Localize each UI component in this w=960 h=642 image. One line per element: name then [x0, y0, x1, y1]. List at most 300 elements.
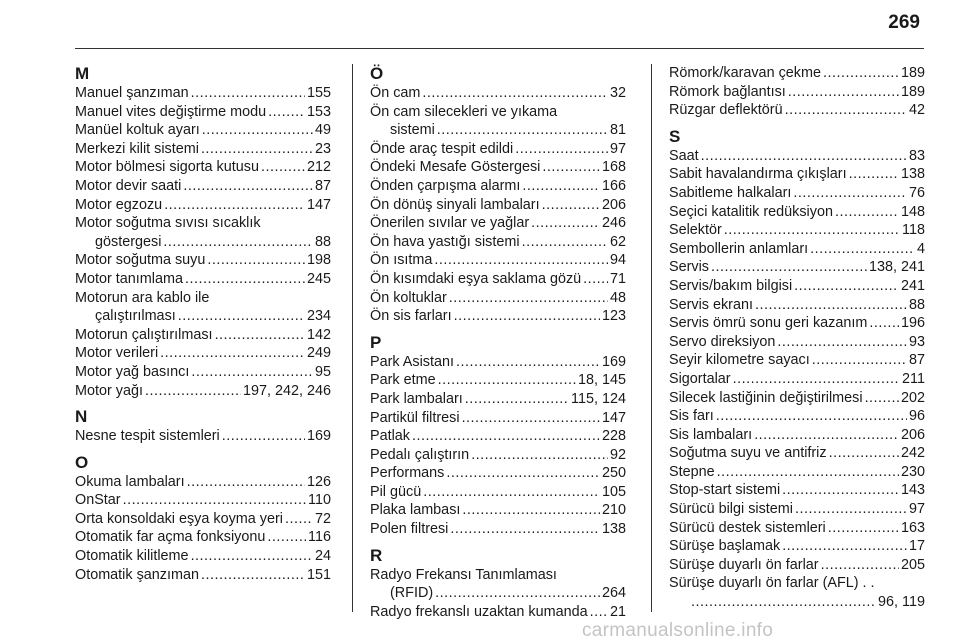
entry-page-ref: 95 [314, 363, 331, 380]
entry-line [370, 177, 626, 196]
index-entry [370, 307, 626, 326]
index-entry [669, 407, 925, 426]
leader-dots [542, 158, 600, 177]
entry-page-ref: 155 [306, 85, 331, 101]
entry-term: Pedalı çalıştırın [370, 446, 470, 463]
entry-page-ref: 4 [916, 240, 925, 257]
entry-line [669, 64, 925, 83]
entry-line [370, 520, 626, 539]
entry-page-ref: 48 [609, 289, 626, 306]
entry-line [75, 196, 331, 215]
entry-first-line: Motor soğutma sıvısı sıcaklık [75, 215, 261, 232]
entry-page-ref: 210 [601, 502, 626, 519]
entry-term: Motor soğutma suyu [75, 252, 206, 269]
index-entry [370, 270, 626, 289]
entry-line [669, 221, 925, 240]
entry-page-ref: 105 [601, 483, 626, 500]
column-divider [352, 64, 353, 612]
index-entry [370, 603, 626, 622]
entry-term: Stepne [669, 463, 715, 480]
entry-page-ref: 168 [601, 159, 626, 176]
entry-page-ref: 138 [900, 166, 925, 183]
entry-term: Stop-start sistemi [669, 482, 781, 499]
entry-term: Sürücü destek sistemleri [669, 519, 826, 536]
index-entry [669, 314, 925, 333]
entry-page-ref: 17 [908, 538, 925, 555]
index-entry [669, 83, 925, 102]
entry-page-ref: 151 [306, 566, 331, 583]
entry-term: Seçici katalitik redüksiyon [669, 203, 833, 220]
leader-dots [812, 351, 907, 370]
index-entry [75, 214, 331, 251]
entry-line [669, 83, 925, 102]
entry-line [669, 426, 925, 445]
index-entry [370, 140, 626, 159]
entry-page-ref: 71 [609, 270, 626, 287]
entry-line [669, 389, 925, 408]
index-entry [75, 344, 331, 363]
entry-page-ref: 212 [306, 159, 331, 176]
leader-dots [435, 584, 600, 603]
entry-term: Patlak [370, 428, 410, 445]
entry-line [669, 258, 925, 277]
index-entry [669, 147, 925, 166]
entry-term: Ön sis farları [370, 308, 452, 325]
leader-dots [268, 103, 305, 122]
leader-dots [777, 333, 907, 352]
entry-page-ref: 147 [306, 196, 331, 213]
entry-line [669, 444, 925, 463]
entry-page-ref: 76 [908, 184, 925, 201]
entry-page-ref: 250 [601, 465, 626, 482]
leader-dots [590, 603, 608, 622]
index-entry [370, 427, 626, 446]
entry-term: Nesne tespit sistemleri [75, 428, 220, 445]
entry-page-ref: 138 [601, 521, 626, 538]
leader-dots [446, 464, 600, 483]
entry-line [669, 314, 925, 333]
leader-dots [869, 314, 899, 333]
entry-term: Servo direksiyon [669, 333, 776, 350]
index-entry [370, 251, 626, 270]
index-entry [370, 196, 626, 215]
leader-dots [261, 158, 305, 177]
entry-term: Manuel vites değiştirme modu [75, 103, 267, 120]
entry-line [75, 382, 331, 401]
entry-page-ref: 138, 241 [868, 259, 925, 276]
entry-term: Selektör [669, 222, 722, 239]
entry-term: Park Asistanı [370, 353, 454, 370]
entry-page-ref: 97 [908, 501, 925, 518]
leader-dots [202, 121, 313, 140]
entry-page-ref: 197, 242, 246 [242, 382, 331, 399]
entry-page-ref: 241 [900, 277, 925, 294]
entry-term: Performans [370, 465, 445, 482]
index-entry [75, 177, 331, 196]
index-entry [75, 427, 331, 446]
entry-term: Okuma lambaları [75, 473, 185, 490]
entry-line [75, 326, 331, 345]
leader-dots [456, 353, 600, 372]
leader-dots [422, 84, 608, 103]
leader-dots [785, 101, 907, 120]
entry-page-ref: 93 [908, 333, 925, 350]
leader-dots [412, 427, 600, 446]
entry-term: Servis ömrü sonu geri kazanım [669, 315, 868, 332]
entry-term: Sürücü bilgi sistemi [669, 501, 793, 518]
index-entry [75, 140, 331, 159]
leader-dots [522, 233, 608, 252]
entry-line [75, 84, 331, 103]
entry-page-ref: 153 [306, 103, 331, 120]
entry-term: Motor tanımlama [75, 270, 183, 287]
index-entry [75, 251, 331, 270]
index-entry [669, 184, 925, 203]
index-entry [669, 519, 925, 538]
entry-page-ref: 202 [900, 389, 925, 406]
entry-line [669, 333, 925, 352]
entry-page-ref: 198 [306, 252, 331, 269]
entry-page-ref: 118 [902, 222, 925, 239]
index-entry [370, 409, 626, 428]
entry-line [370, 427, 626, 446]
entry-term: Otomatik kilitleme [75, 548, 189, 565]
entry-page-ref: 206 [900, 426, 925, 443]
entry-page-ref: 18, 145 [577, 372, 626, 389]
index-entry [669, 370, 925, 389]
index-entry [370, 566, 626, 603]
entry-line [669, 147, 925, 166]
index-entry [75, 158, 331, 177]
entry-term: Sürüşe başlamak [669, 538, 781, 555]
index-entry [669, 277, 925, 296]
leader-dots [462, 409, 600, 428]
leader-dots [724, 221, 900, 240]
entry-line [370, 390, 626, 409]
entry-page-ref: 42 [908, 102, 925, 119]
entry-page-ref: 123 [601, 308, 626, 325]
entry-line [75, 121, 331, 140]
leader-dots [191, 547, 313, 566]
entry-page-ref: 163 [900, 519, 925, 536]
entry-page-ref: 116 [308, 529, 331, 546]
index-entry [75, 84, 331, 103]
entry-term: Önden çarpışma alarmı [370, 177, 521, 194]
index-entry [669, 333, 925, 352]
entry-line [669, 351, 925, 370]
index-column-2 [370, 64, 626, 621]
index-entry [75, 363, 331, 382]
entry-line [669, 463, 925, 482]
entry-line [370, 251, 626, 270]
entry-line [669, 500, 925, 519]
leader-dots [145, 382, 241, 401]
index-entry [370, 289, 626, 308]
entry-term: Otomatik far açma fonksiyonu [75, 529, 266, 546]
index-entry [669, 64, 925, 83]
leader-dots [462, 501, 600, 520]
entry-line [370, 121, 626, 140]
leader-dots [701, 147, 907, 166]
section-letter: R [370, 545, 383, 565]
index-entry [370, 520, 626, 539]
entry-term: Sabit havalandırma çıkışları [669, 166, 847, 183]
index-entry [370, 501, 626, 520]
entry-line [669, 277, 925, 296]
entry-line [75, 344, 331, 363]
leader-dots [583, 270, 608, 289]
entry-line [370, 289, 626, 308]
leader-dots [434, 251, 608, 270]
entry-page-ref: 169 [306, 428, 331, 445]
leader-dots [191, 363, 313, 382]
leader-dots [163, 233, 313, 252]
index-entry [370, 371, 626, 390]
entry-term: Servis ekranı [669, 296, 753, 313]
index-entry [669, 463, 925, 482]
entry-line [75, 270, 331, 289]
entry-term: Radyo frekanslı uzaktan kumanda [370, 603, 588, 620]
index-entry [75, 289, 331, 326]
leader-dots [201, 566, 305, 585]
leader-dots [795, 500, 907, 519]
leader-dots [515, 140, 608, 159]
entry-term: Partikül filtresi [370, 409, 460, 426]
entry-page-ref: 196 [900, 315, 925, 332]
index-column-1 [75, 64, 331, 584]
entry-line [75, 363, 331, 382]
entry-page-ref: 242 [900, 445, 925, 462]
entry-page-ref: 81 [609, 122, 626, 139]
entry-term: Motor verileri [75, 345, 159, 362]
leader-dots [185, 270, 305, 289]
index-entry [669, 574, 925, 611]
entry-page-ref: 147 [601, 409, 626, 426]
index-entry [669, 426, 925, 445]
entry-page-ref: 87 [314, 177, 331, 194]
entry-term: Ön koltuklar [370, 289, 447, 306]
column-divider [651, 64, 652, 612]
entry-page-ref: 62 [609, 233, 626, 250]
entry-line [669, 184, 925, 203]
leader-dots [717, 463, 899, 482]
leader-dots [285, 510, 313, 529]
entry-line [669, 101, 925, 120]
leader-dots [828, 519, 899, 538]
entry-line [669, 537, 925, 556]
entry-page-ref: 169 [601, 353, 626, 370]
index-entry [370, 158, 626, 177]
entry-page-ref: 83 [908, 147, 925, 164]
entry-page-ref: 96 [908, 408, 925, 425]
entry-line [370, 307, 626, 326]
index-entry [669, 240, 925, 259]
entry-page-ref: 92 [609, 446, 626, 463]
entry-term: Motor bölmesi sigorta kutusu [75, 159, 259, 176]
entry-term: Sabitleme halkaları [669, 184, 792, 201]
entry-term: Plaka lambası [370, 502, 461, 519]
entry-term: Römork bağlantısı [669, 83, 786, 100]
entry-term: Polen filtresi [370, 521, 449, 538]
index-entry [669, 165, 925, 184]
index-entry [75, 510, 331, 529]
entry-term: Önerilen sıvılar ve yağlar [370, 215, 530, 232]
entry-line [75, 473, 331, 492]
entry-term: Motor devir saati [75, 177, 182, 194]
index-entry [669, 500, 925, 519]
entry-term: Manüel koltuk ayarı [75, 122, 200, 139]
entry-page-ref: 189 [900, 65, 925, 81]
entry-first-line: Motorun ara kablo ile [75, 289, 210, 306]
entry-line [370, 464, 626, 483]
index-entry [669, 296, 925, 315]
entry-term: Rüzgar deflektörü [669, 102, 783, 119]
entry-line [75, 140, 331, 159]
index-entry [75, 473, 331, 492]
entry-term: Servis/bakım bilgisi [669, 277, 793, 294]
entry-page-ref: 97 [609, 140, 626, 157]
entry-term: Merkezi kilit sistemi [75, 140, 199, 157]
entry-page-ref: 87 [908, 352, 925, 369]
index-entry [75, 566, 331, 585]
leader-dots [207, 251, 305, 270]
leader-dots [810, 240, 915, 259]
entry-page-ref: 228 [601, 428, 626, 445]
index-entry [669, 351, 925, 370]
entry-page-ref: 23 [314, 140, 331, 157]
index-entry [75, 528, 331, 547]
leader-dots [160, 344, 305, 363]
entry-line [370, 501, 626, 520]
entry-line [370, 446, 626, 465]
entry-page-ref: 166 [601, 177, 626, 194]
entry-term: göstergesi [95, 233, 162, 250]
index-columns [75, 64, 925, 624]
entry-first-line: Sürüşe duyarlı ön farlar (AFL) . . [669, 575, 875, 592]
entry-page-ref: 94 [609, 252, 626, 269]
index-entry [669, 481, 925, 500]
leader-dots [201, 140, 313, 159]
entry-line [75, 103, 331, 122]
entry-line [370, 140, 626, 159]
entry-term: sistemi [390, 122, 435, 139]
index-entry [370, 84, 626, 103]
entry-term: Soğutma suyu ve antifriz [669, 445, 827, 462]
entry-term: Silecek lastiğinin değiştirilmesi [669, 389, 863, 406]
section-letter: N [75, 407, 88, 427]
entry-term: Sembollerin anlamları [669, 240, 809, 257]
entry-term: Ön hava yastığı sistemi [370, 233, 520, 250]
leader-dots [865, 389, 899, 408]
index-entry [370, 390, 626, 409]
entry-line [370, 158, 626, 177]
entry-line [370, 214, 626, 233]
index-entry [75, 491, 331, 510]
entry-line [75, 251, 331, 270]
entry-line [370, 483, 626, 502]
leader-dots [183, 177, 313, 196]
entry-page-ref: 246 [601, 215, 626, 232]
entry-page-ref: 264 [601, 585, 626, 602]
leader-dots [454, 307, 600, 326]
leader-dots [450, 520, 600, 539]
leader-dots [178, 307, 305, 326]
section-letter: S [669, 126, 681, 146]
entry-line [75, 510, 331, 529]
entry-page-ref: 96, 119 [878, 594, 925, 611]
leader-dots [733, 370, 900, 389]
entry-term: Orta konsoldaki eşya koyma yeri [75, 510, 283, 527]
entry-page-ref: 142 [306, 326, 331, 343]
leader-dots [755, 296, 907, 315]
section-letter: P [370, 332, 382, 352]
leader-dots [823, 64, 899, 83]
entry-page-ref: 143 [900, 482, 925, 499]
leader-dots [423, 483, 600, 502]
entry-term: Park lambaları [370, 390, 463, 407]
entry-first-line: Radyo Frekansı Tanımlaması [370, 566, 557, 583]
section-letter: M [75, 64, 90, 83]
leader-dots [754, 426, 899, 445]
entry-line [370, 409, 626, 428]
leader-dots [829, 444, 899, 463]
entry-page-ref: 230 [900, 463, 925, 480]
index-entry [370, 464, 626, 483]
index-entry [370, 233, 626, 252]
entry-line [75, 427, 331, 446]
entry-term: Motor egzozu [75, 196, 163, 213]
entry-page-ref: 88 [314, 233, 331, 250]
entry-line [370, 353, 626, 372]
entry-line [370, 603, 626, 622]
leader-dots [438, 371, 576, 390]
index-entry [669, 101, 925, 120]
entry-line [669, 240, 925, 259]
leader-dots [782, 537, 907, 556]
entry-line [370, 233, 626, 252]
entry-page-ref: 115, 124 [571, 390, 626, 407]
index-entry [669, 221, 925, 240]
index-column-3 [669, 64, 925, 612]
entry-term: Sigortalar [669, 370, 731, 387]
entry-page-ref: 49 [314, 122, 331, 139]
entry-page-ref: 32 [609, 85, 626, 101]
leader-dots [215, 326, 305, 345]
entry-line [75, 233, 331, 252]
entry-line [370, 371, 626, 390]
section-letter: Ö [370, 64, 384, 83]
entry-term: Pil gücü [370, 483, 422, 500]
entry-page-ref: 211 [902, 370, 925, 387]
entry-line [669, 165, 925, 184]
index-entry [669, 556, 925, 575]
index-entry [370, 483, 626, 502]
entry-term: Sürüşe duyarlı ön farlar [669, 556, 819, 573]
entry-term: Park etme [370, 372, 436, 389]
leader-dots [691, 593, 876, 612]
entry-page-ref: 249 [306, 345, 331, 362]
leader-dots [794, 277, 899, 296]
entry-term: Servis [669, 259, 709, 276]
entry-term: Saat [669, 147, 699, 164]
leader-dots [849, 165, 899, 184]
entry-line [75, 491, 331, 510]
leader-dots [187, 473, 305, 492]
entry-term: Otomatik şanzıman [75, 566, 199, 583]
leader-dots [711, 258, 867, 277]
entry-page-ref: 21 [609, 603, 626, 620]
entry-page-ref: 72 [314, 510, 331, 527]
